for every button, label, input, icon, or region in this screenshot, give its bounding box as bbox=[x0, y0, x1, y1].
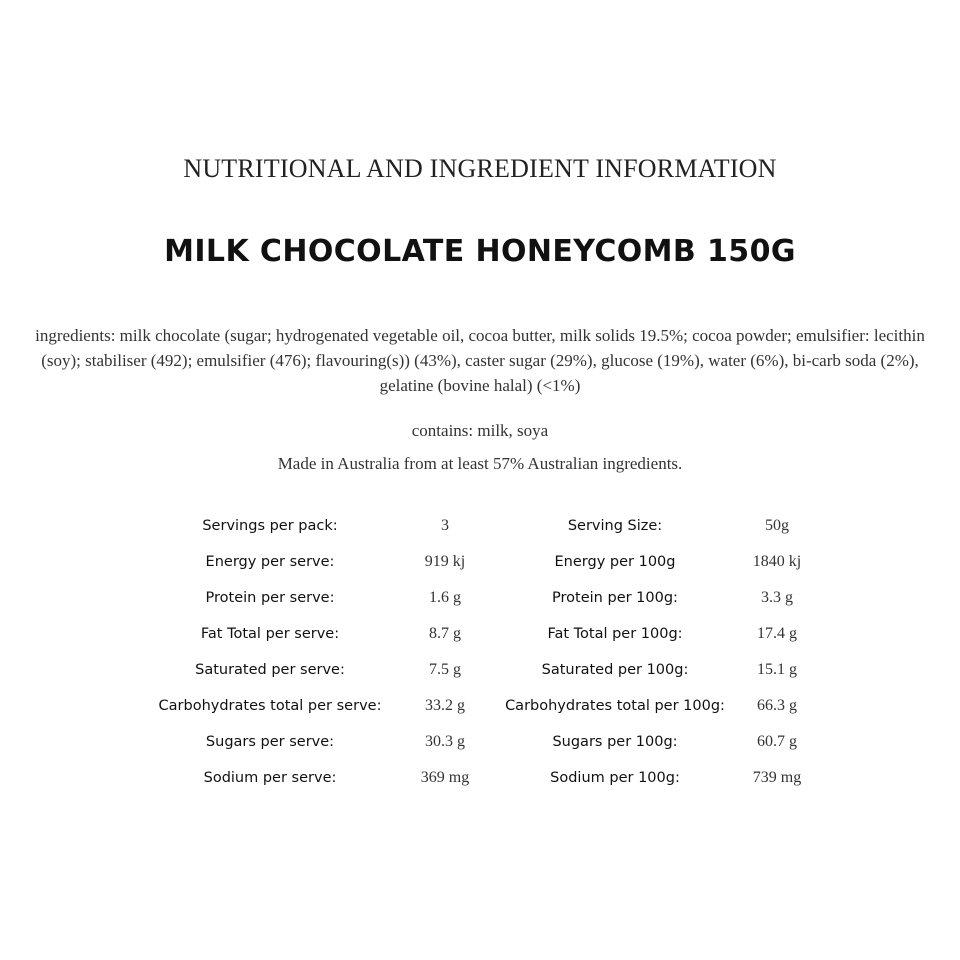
nutrition-value-100g: 60.7 g bbox=[757, 733, 797, 750]
nutrition-row-sodium bbox=[140, 760, 820, 796]
nutrition-value-100g: 50g bbox=[765, 517, 789, 534]
nutrition-value-100g: 15.1 g bbox=[757, 661, 797, 678]
nutrition-label: Sugars per serve: bbox=[205, 734, 335, 750]
nutrition-label-100g: Protein per 100g: bbox=[552, 590, 678, 606]
nutrition-value-100g: 17.4 g bbox=[757, 625, 797, 642]
nutrition-value: 30.3 g bbox=[425, 733, 465, 750]
nutrition-value: 369 mg bbox=[420, 769, 470, 786]
section-heading: NUTRITIONAL AND INGREDIENT INFORMATION bbox=[183, 154, 777, 183]
nutrition-row-sugars bbox=[140, 724, 820, 760]
nutrition-label: Servings per pack: bbox=[202, 518, 338, 534]
nutrition-label: Sodium per serve: bbox=[203, 770, 337, 786]
nutrition-value-100g: 1840 kj bbox=[752, 553, 802, 570]
nutrition-value-100g: 3.3 g bbox=[761, 589, 793, 606]
nutrition-label-100g: Sugars per 100g: bbox=[552, 734, 678, 750]
nutrition-label: Saturated per serve: bbox=[195, 662, 345, 678]
ingredients-text: ingredients: milk chocolate (sugar; hydrogenated vegetable oil, cocoa butter, milk solids 19.5%; cocoa powder; emulsifier: lecithin (soy); stabiliser (492); emulsifier (476); flavouring(s)) (43%), caster sugar (29%), glucose (19%), water (6%), bi-carb soda (2%), gelatine (bovine halal) (<1%) bbox=[35, 326, 925, 395]
nutrition-value: 8.7 g bbox=[429, 625, 461, 642]
nutrition-row-energy bbox=[140, 544, 820, 580]
nutrition-label-100g: Fat Total per 100g: bbox=[547, 626, 683, 642]
nutrition-value-100g: 66.3 g bbox=[757, 697, 797, 714]
nutrition-value-100g: 739 mg bbox=[752, 769, 802, 786]
nutrition-label: Carbohydrates total per serve: bbox=[158, 698, 382, 714]
nutrition-label-100g: Carbohydrates total per 100g: bbox=[505, 698, 725, 714]
nutrition-label-100g: Serving Size: bbox=[567, 518, 663, 534]
product-title: MILK CHOCOLATE HONEYCOMB 150G bbox=[164, 234, 796, 269]
nutrition-value: 33.2 g bbox=[425, 697, 465, 714]
origin-text: Made in Australia from at least 57% Australian ingredients. bbox=[277, 454, 683, 473]
nutrition-label-100g: Saturated per 100g: bbox=[541, 662, 689, 678]
allergen-text: contains: milk, soya bbox=[411, 421, 549, 440]
nutrition-table bbox=[140, 508, 820, 796]
nutrition-row-saturated bbox=[140, 652, 820, 688]
nutrition-value: 3 bbox=[441, 517, 449, 534]
nutrition-row-fat-total bbox=[140, 616, 820, 652]
nutrition-value: 919 kj bbox=[424, 553, 466, 570]
nutrition-label: Energy per serve: bbox=[205, 554, 335, 570]
nutrition-label-100g: Energy per 100g bbox=[554, 554, 676, 570]
nutrition-label: Protein per serve: bbox=[205, 590, 335, 606]
nutrition-row-servings bbox=[140, 508, 820, 544]
nutrition-row-carbohydrates bbox=[140, 688, 820, 724]
nutrition-row-protein bbox=[140, 580, 820, 616]
nutrition-value: 1.6 g bbox=[429, 589, 461, 606]
nutrition-label-100g: Sodium per 100g: bbox=[550, 770, 680, 786]
nutrition-label: Fat Total per serve: bbox=[200, 626, 340, 642]
nutrition-value: 7.5 g bbox=[429, 661, 461, 678]
